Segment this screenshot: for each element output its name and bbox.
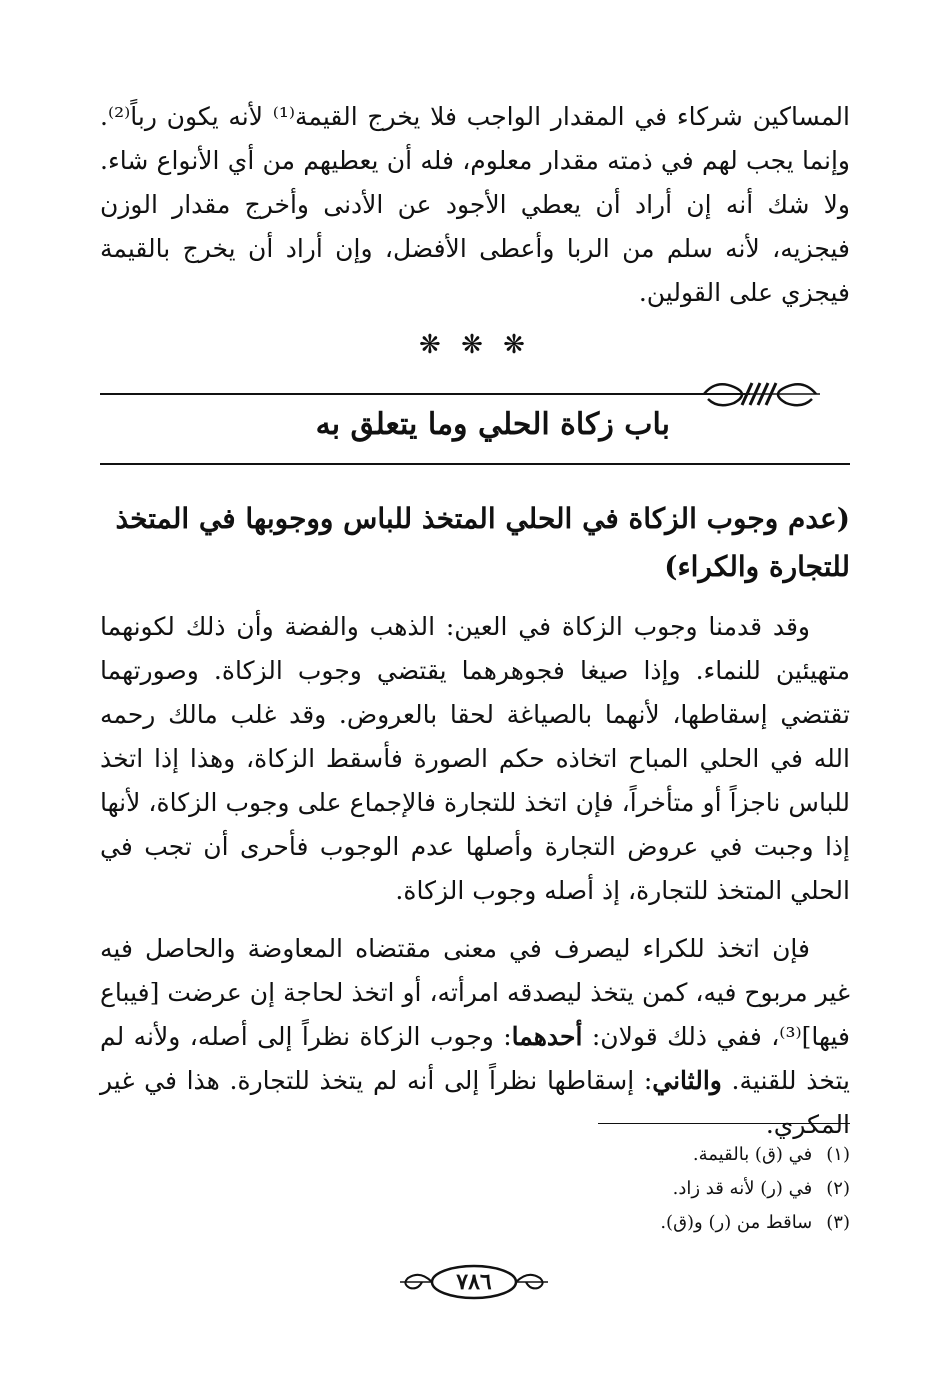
footnote-number: (١) [826,1144,850,1165]
keyword-first: أحدهما [511,1022,583,1051]
para2-part-c: : إسقاطها نظراً إلى أنه لم يتخذ للتجارة. هذا في غير المكري. [100,1066,850,1139]
footnote-separator [598,1123,850,1124]
footnote-number: (٣) [826,1212,850,1233]
footnote-text: في (ر) لأنه قد زاد. [672,1178,813,1199]
chapter-title-box [100,373,850,465]
ornament-icon [700,375,820,413]
page-number: ٧٨٦ [456,1269,492,1295]
separator-stars: ❋ ❋ ❋ [419,330,531,360]
footnote-text: في (ق) بالقيمة. [692,1144,813,1165]
chapter-title: باب زكاة الحلي وما يتعلق به [315,407,670,442]
chapter-bottom-rule [100,463,850,465]
footnote-3 [660,1206,850,1240]
body-paragraph-1: وقد قدمنا وجوب الزكاة في العين: الذهب والفضة وأن ذلك لكونهما متهيئين للنماء. وإذا صيغا فجوهرهما يقتضي وجوب الزكاة. وصورتهما تقتضي إسقاطها، لأنهما بالصياغة لحقا بالعروض. وقد غلب مالك رحمه الله في الحلي المباح اتخاذه حكم الصورة فأسقط الزكاة، وهذا إذا اتخذ للباس ناجزاً أو متأخراً، فإن اتخذ للتجارة فالإجماع على وجوب الزكاة، لأنها إذا وجبت في عروض التجارة وأصلها عدم الوجوب فأحرى أن تجب في الحلي المتخذ للتجارة، إذ أصله وجوب الزكاة. [100,612,850,905]
body-paragraph-2 [100,927,850,1147]
page-body [100,95,850,1147]
para2-part-b: : وجوب الزكاة نظراً إلى أصله، ولأنه لم يتخذ للقنية. [100,1022,850,1095]
footnote-1 [660,1138,850,1172]
chapter-top-rule [100,393,750,395]
para2-part-a: فإن اتخذ للكراء ليصرف في معنى مقتضاه المعاوضة والحاصل فيه غير مربوح فيه، كمن يتخذ ليصدقه امرأته، أو اتخذ لحاجة إن عرضت [فيباع فيها]⁽³⁾، ففي ذلك قولان: [100,934,850,1051]
intro-paragraph: المساكين شركاء في المقدار الواجب فلا يخرج القيمة⁽¹⁾ لأنه يكون رباً⁽²⁾. وإنما يجب لهم في ذمته مقدار معلوم، فله أن يعطيهم من أي الأنواع شاء. ولا شك أنه إن أراد أن يعطي الأجود عن الأدنى وأخرج مقدار الوزن فيجزيه، لأنه سلم من الربا وأعطى الأفضل، وإن أراد أن يخرج بالقيمة فيجزي على القولين. [100,102,850,307]
keyword-second: والثاني [652,1066,722,1095]
page-number-ornament [398,1262,550,1302]
footnote-text: ساقط من (ر) و(ق). [660,1212,813,1233]
section-heading: (عدم وجوب الزكاة في الحلي المتخذ للباس ووجوبها في المتخذ للتجارة والكراء) [115,502,850,583]
footnotes [660,1138,850,1240]
footnote-2 [660,1172,850,1206]
footnote-number: (٢) [826,1178,850,1199]
